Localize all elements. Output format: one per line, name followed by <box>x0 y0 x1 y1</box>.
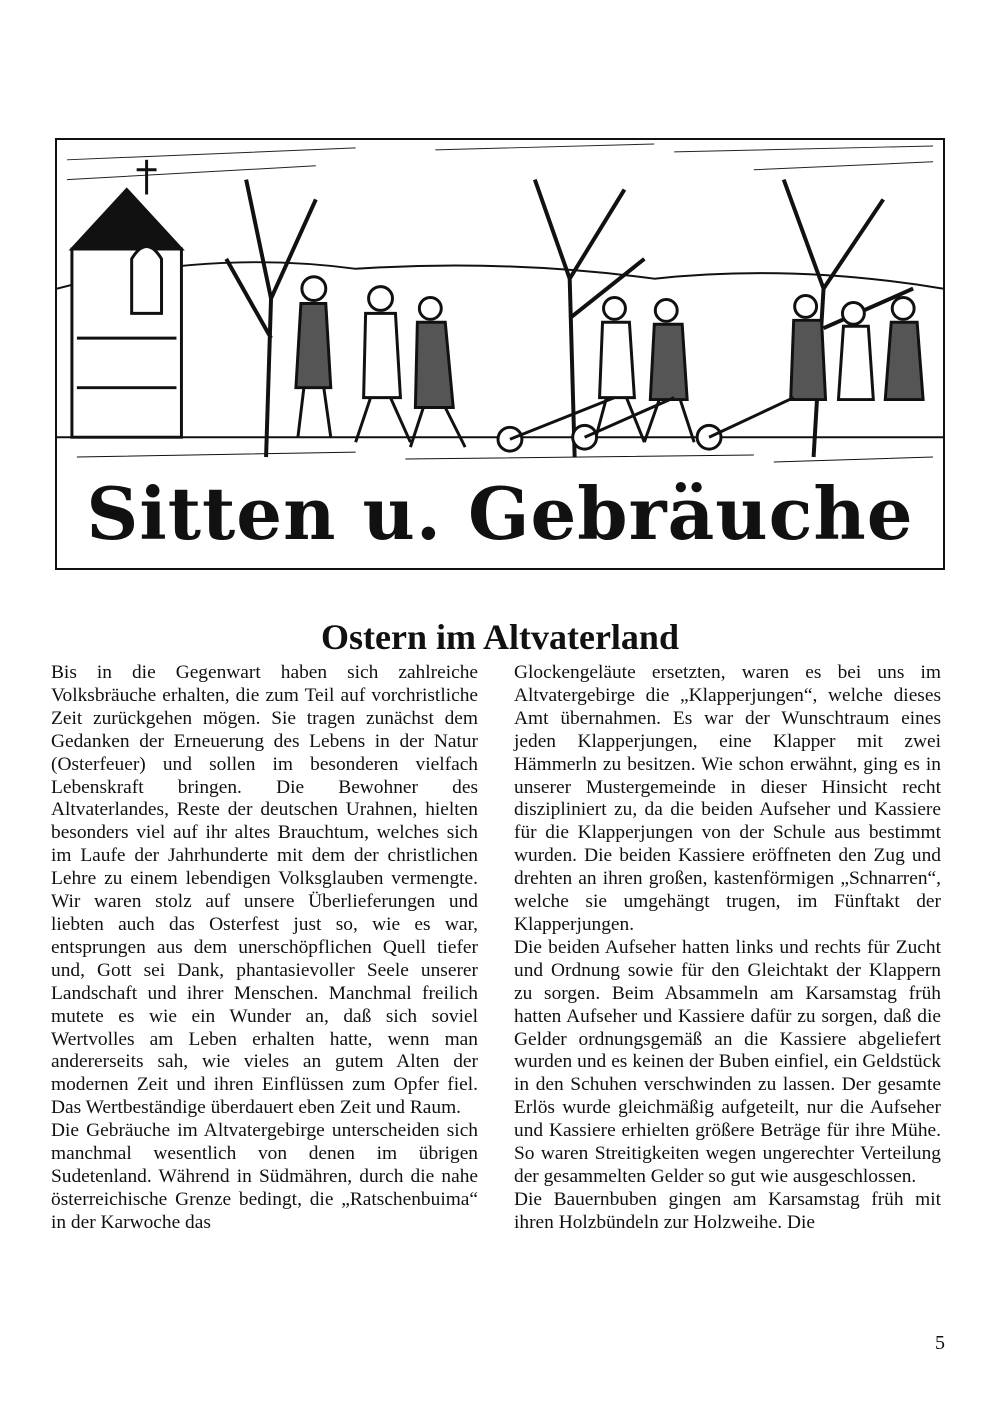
chapel-icon <box>72 160 182 437</box>
village-scene-drawing <box>57 140 943 568</box>
paragraph: Die beiden Aufseher hatten links und rechts für Zucht und Ordnung sowie für den Gleichtakt der Klappern zu sorgen. Beim Absammeln am Karsamstag früh hatten Aufseher und Kassiere dafür zu sorgen, daß die Gelder ordnungsgemäß an die Kassiere abgeliefert wurden und es keinen der Buben einfiel, ein Geldstück in den Schuhen verschwinden zu lassen. Der gesamte Erlös wurde gleichmäßig aufgeteilt, nur die Aufseher und Kassiere erhielten größere Beträge für ihre Mühe. So waren Streitigkeiten wegen ungerechter Verteilung der gesammelten Gelder so gut wie ausgeschlossen. <box>514 936 941 1187</box>
right-column <box>514 662 941 1235</box>
banner-text: Sitten u. Gebräuche <box>74 478 925 550</box>
paragraph: Die Gebräuche im Altvatergebirge unterscheiden sich manchmal wesentlich von denen im übrigen Sudetenland. Während in Südmähren, durch die nahe österreichische Grenze bedingt, die „Ratschenbuima“ in der Karwoche das <box>51 1120 478 1233</box>
people-with-rattles-icon <box>296 277 923 451</box>
article-title: Ostern im Altvaterland <box>321 617 679 658</box>
paragraph: Die Bauernbuben gingen am Karsamstag früh mit ihren Holzbündeln zur Holzweihe. Die <box>514 1188 941 1233</box>
header-illustration <box>55 138 945 570</box>
paragraph: Glockengeläute ersetzten, waren es bei uns im Altvatergebirge die „Klapperjungen“, welche dieses Amt übernahmen. Es war der Wunschtraum eines jeden Klapperjungen, eine Klapper mit zwei Hämmerln zu besitzen. Wie schon erwähnt, ging es in unserer Mustergemeinde in dieser Hinsicht recht diszipliniert zu, da die beiden Aufseher und Kassiere für die Klapperjungen von der Schule aus bestimmt wurden. Die beiden Kassiere eröffneten den Zug und drehten an ihren großen, kastenförmigen „Schnarren“, welche sie umgehängt trugen, im Fünftakt der Klapperjungen. <box>514 662 941 935</box>
page-number: 5 <box>935 1332 945 1354</box>
paragraph: Bis in die Gegenwart haben sich zahlreiche Volksbräuche erhalten, die zum Teil auf vorchristliche Zeit zurückgehen mögen. Sie tragen zunächst dem Gedanken der Erneuerung des Lebens in der Natur (Osterfeuer) und sollen im besonderen vielfach Lebenskraft bringen. Die Bewohner des Altvaterlandes, Reste der deutschen Urahnen, hielten besonders viel auf ihr altes Brauchtum, welches sich im Laufe der Jahrhunderte mit dem der christlichen Lehre zu einem lebendigen Volksglauben vermengte. Wir waren stolz auf unsere Überlieferungen und liebten auch das Osterfest just so, wie es war, entsprungen aus dem unerschöpflichen Quell tiefer und, Gott sei Dank, phantasievoller Seele unserer Landschaft und ihrer Menschen. Manchmal freilich mutete es wie ein Wunder an, daß sich soviel Wertvolles am Leben erhalten hatte, wenn man andererseits sah, wie vieles an gutem Alten der modernen Zeit und ihren Einflüssen zum Opfer fiel. Das Wertbeständige überdauert eben Zeit und Raum. <box>51 662 478 1119</box>
left-column <box>51 662 478 1235</box>
